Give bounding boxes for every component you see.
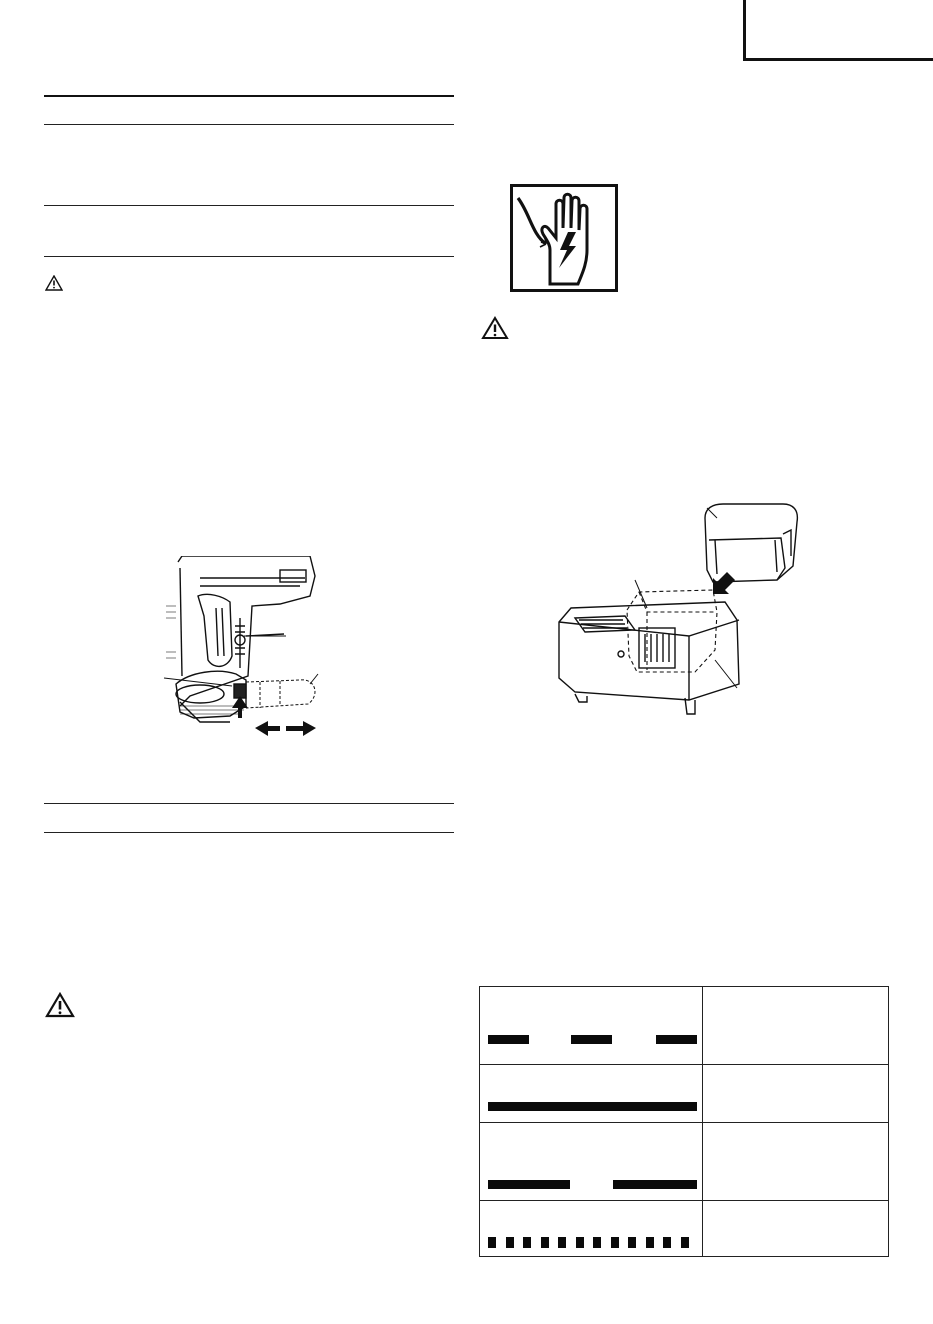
indicator-dash [488, 1237, 496, 1248]
indicator-dash [506, 1237, 514, 1248]
section-rule [44, 803, 454, 804]
indicator-description [703, 1201, 889, 1257]
indicator-pattern-blink-slow [480, 987, 703, 1065]
indicator-description [703, 1065, 889, 1123]
charger-battery-illustration [555, 500, 805, 720]
indicator-description [703, 987, 889, 1065]
indicator-dash [663, 1237, 671, 1248]
indicator-dash [681, 1237, 689, 1248]
electric-shock-hazard-icon [510, 184, 618, 292]
indicator-dash [541, 1237, 549, 1248]
warning-triangle-icon [45, 275, 63, 291]
indicator-dash [576, 1237, 584, 1248]
indicator-pattern-blink-fast [480, 1201, 703, 1257]
indicator-dash [611, 1237, 619, 1248]
section-rule [44, 256, 454, 257]
indicator-dash [628, 1237, 636, 1248]
warning-triangle-icon [45, 992, 75, 1018]
indicator-dash [523, 1237, 531, 1248]
indicator-dash [558, 1237, 566, 1248]
indicator-dash [646, 1237, 654, 1248]
charge-indicator-table [479, 986, 889, 1257]
warning-triangle-icon [481, 316, 509, 340]
indicator-pattern-blink-long [480, 1123, 703, 1201]
indicator-description [703, 1123, 889, 1201]
indicator-pattern-steady [480, 1065, 703, 1123]
section-rule [44, 205, 454, 206]
section-rule [44, 124, 454, 125]
indicator-dash [593, 1237, 601, 1248]
section-rule [44, 832, 454, 833]
drill-illustration [160, 556, 330, 740]
section-rule [44, 95, 454, 97]
page-corner-tab [743, 0, 933, 61]
